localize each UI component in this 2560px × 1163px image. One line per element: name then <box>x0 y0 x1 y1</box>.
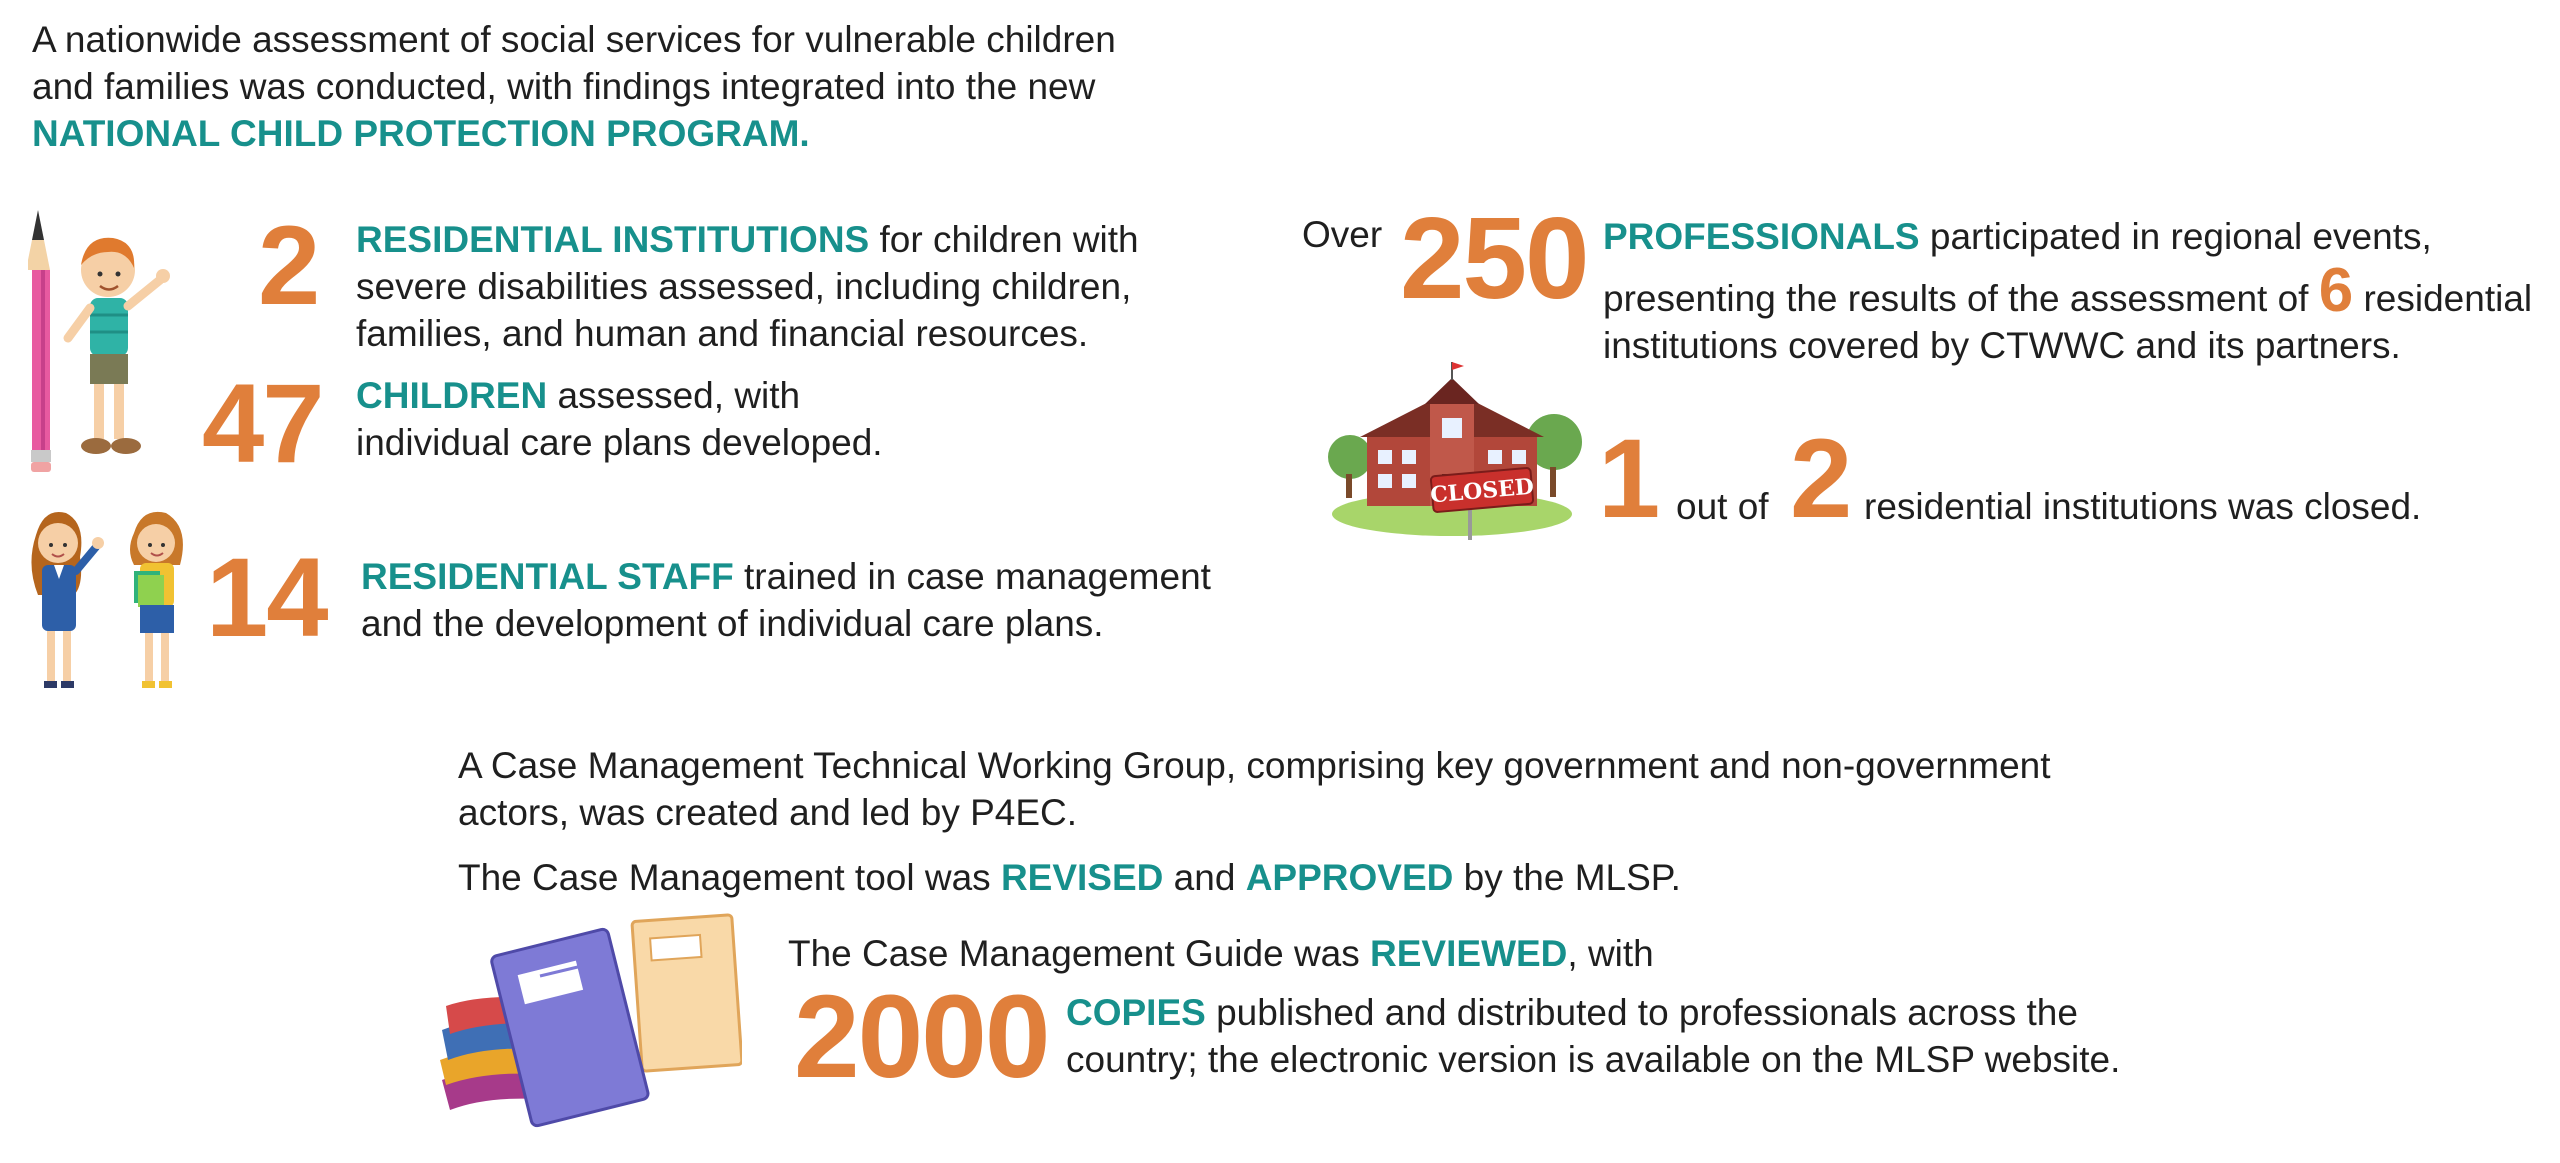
copies-line-1-rest: published and distributed to professionals across the <box>1205 992 2078 1033</box>
copies-number: 2000 <box>794 971 1049 1103</box>
staff-line-1-rest: trained in case management <box>733 556 1211 597</box>
intro-line-1: A nationwide assessment of social services for vulnerable children <box>32 19 1116 60</box>
professionals-prefix: Over <box>1302 214 1383 255</box>
guide-reviewed: REVIEWED <box>1370 933 1568 974</box>
professionals-line-2-start: presenting the results of the assessment of <box>1603 278 2319 319</box>
books-illustration <box>432 910 742 1140</box>
professionals-line-1-rest: participated in regional events, <box>1919 216 2432 257</box>
professionals-text <box>1603 213 2532 369</box>
institutions-highlight: RESIDENTIAL INSTITUTIONS <box>356 219 870 260</box>
children-line-1-rest: assessed, with <box>547 375 801 416</box>
intro-paragraph <box>32 16 1116 157</box>
copies-highlight: COPIES <box>1066 992 1206 1033</box>
copies-text <box>1066 989 2120 1083</box>
children-text <box>356 372 883 466</box>
staff-highlight: RESIDENTIAL STAFF <box>361 556 734 597</box>
closed-mid-text: out of <box>1676 486 1769 527</box>
closed-school-illustration <box>1322 362 1587 542</box>
institutions-line-2: severe disabilities assessed, including children, <box>356 266 1132 307</box>
closed-number-a: 1 <box>1598 416 1659 541</box>
institutions-number: 2 <box>258 203 319 328</box>
working-group-line-2: actors, was created and led by P4EC. <box>458 792 1078 833</box>
closed-rest-text: residential institutions was closed. <box>1864 486 2422 527</box>
staff-line-2: and the development of individual care plans. <box>361 603 1104 644</box>
professionals-line-3: institutions covered by CTWWC and its partners. <box>1603 325 2401 366</box>
professionals-line-2-end: residential <box>2353 278 2533 319</box>
institutions-line-1-rest: for children with <box>869 219 1139 260</box>
intro-line-2: and families was conducted, with findings integrated into the new <box>32 66 1096 107</box>
professionals-number: 250 <box>1400 193 1588 323</box>
children-line-2: individual care plans developed. <box>356 422 883 463</box>
professionals-inline-number: 6 <box>2318 256 2354 325</box>
closed-number-b: 2 <box>1790 416 1851 541</box>
guide-start: The Case Management Guide was <box>788 933 1371 974</box>
tool-approved: APPROVED <box>1245 857 1454 898</box>
copies-line-2: country; the electronic version is available on the MLSP website. <box>1066 1039 2121 1080</box>
tool-end: by the MLSP. <box>1453 857 1681 898</box>
tool-sentence <box>458 854 1681 901</box>
working-group-paragraph <box>458 742 2051 836</box>
institutions-text <box>356 216 1139 357</box>
boy-with-pencil-illustration <box>28 210 178 475</box>
children-highlight: CHILDREN <box>356 375 548 416</box>
tool-revised: REVISED <box>1000 857 1164 898</box>
closed-sign-text: CLOSED <box>1429 473 1535 509</box>
staff-text <box>361 553 1211 647</box>
guide-end: , with <box>1567 933 1654 974</box>
children-number: 47 <box>202 361 323 486</box>
institutions-line-3: families, and human and financial resources. <box>356 313 1089 354</box>
tool-start: The Case Management tool was <box>458 857 1001 898</box>
guide-sentence <box>788 930 1654 977</box>
professionals-highlight: PROFESSIONALS <box>1603 216 1920 257</box>
tool-and: and <box>1163 857 1246 898</box>
program-name: NATIONAL CHILD PROTECTION PROGRAM. <box>32 113 810 154</box>
working-group-line-1: A Case Management Technical Working Group, comprising key government and non-government <box>458 745 2051 786</box>
staff-number: 14 <box>206 535 327 660</box>
two-women-illustration <box>14 505 199 695</box>
